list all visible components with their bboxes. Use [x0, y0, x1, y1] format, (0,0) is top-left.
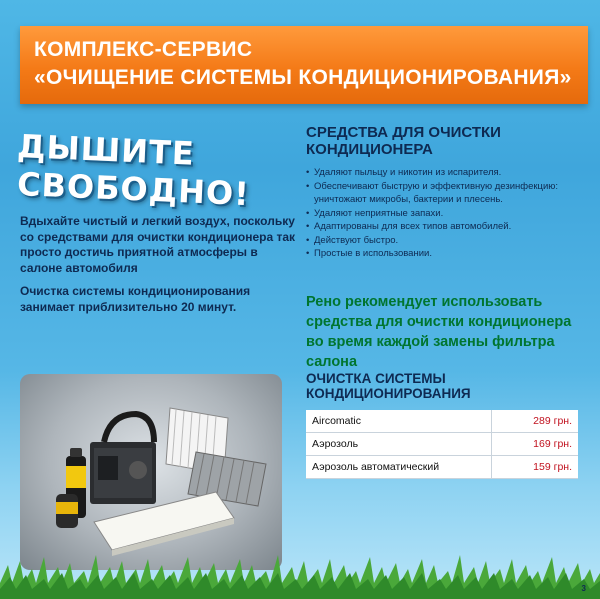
cleaners-title-line1: СРЕДСТВА ДЛЯ ОЧИСТКИ [306, 124, 501, 141]
service-price: 289 грн. [492, 410, 579, 433]
headline-line1: ДЫШИТЕ [16, 127, 196, 173]
intro-paragraph-1: Вдыхайте чистый и легкий воздух, поскольку со средствами для очистки кондиционера так просто достичь приятной атмосферы в салоне автомобиля [20, 214, 296, 275]
header-title-line2: «ОЧИЩЕНИЕ СИСТЕМЫ КОНДИЦИОНИРОВАНИЯ» [34, 66, 572, 89]
pricing-title-line2: КОНДИЦИОНИРОВАНИЯ [306, 386, 471, 401]
service-name: Aircomatic [306, 410, 492, 433]
service-price: 159 грн. [492, 456, 579, 479]
cleaners-bullet-list [306, 166, 590, 261]
bullet-item: • Адаптированы для всех типов автомобилей. [306, 220, 590, 234]
table-row [306, 433, 578, 456]
table-row [306, 410, 578, 433]
pricing-title-line1: ОЧИСТКА СИСТЕМЫ [306, 371, 446, 386]
table-row [306, 456, 578, 479]
bullet-item: • Удаляют пыльцу и никотин из испарителя. [306, 166, 590, 180]
intro-paragraph-2: Очистка системы кондиционирования занимает приблизительно 20 минут. [20, 284, 251, 314]
cleaners-section [306, 124, 590, 261]
product-photo [20, 374, 282, 570]
header-title-line1: КОМПЛЕКС-СЕРВИС [34, 38, 253, 61]
product-illustration [20, 374, 282, 570]
bullet-item: • Удаляют неприятные запахи. [306, 207, 590, 221]
price-table [306, 410, 578, 479]
bullet-item: • Простые в использовании. [306, 247, 590, 261]
bullet-item: • Обеспечивают быструю и эффективную дезинфекцию: уничтожают микробы, бактерии и плесень. [306, 180, 590, 207]
grass-decoration [0, 543, 600, 599]
service-name: Аэрозоль автоматический [306, 456, 492, 479]
service-name: Аэрозоль [306, 433, 492, 456]
pricing-title [306, 371, 471, 401]
bullet-item: • Действуют быстро. [306, 234, 590, 248]
service-price: 169 грн. [492, 433, 579, 456]
header-banner [20, 26, 588, 104]
cleaners-title-line2: КОНДИЦИОНЕРА [306, 141, 433, 158]
intro-text [20, 214, 302, 324]
headline-line2: СВОБОДНО! [16, 165, 251, 214]
cleaners-title [306, 124, 590, 158]
recommendation-text: Рено рекомендует использовать средства для очистки кондиционера во время каждой замены фильтра салона [306, 294, 572, 370]
page-number: 3 [581, 584, 586, 593]
